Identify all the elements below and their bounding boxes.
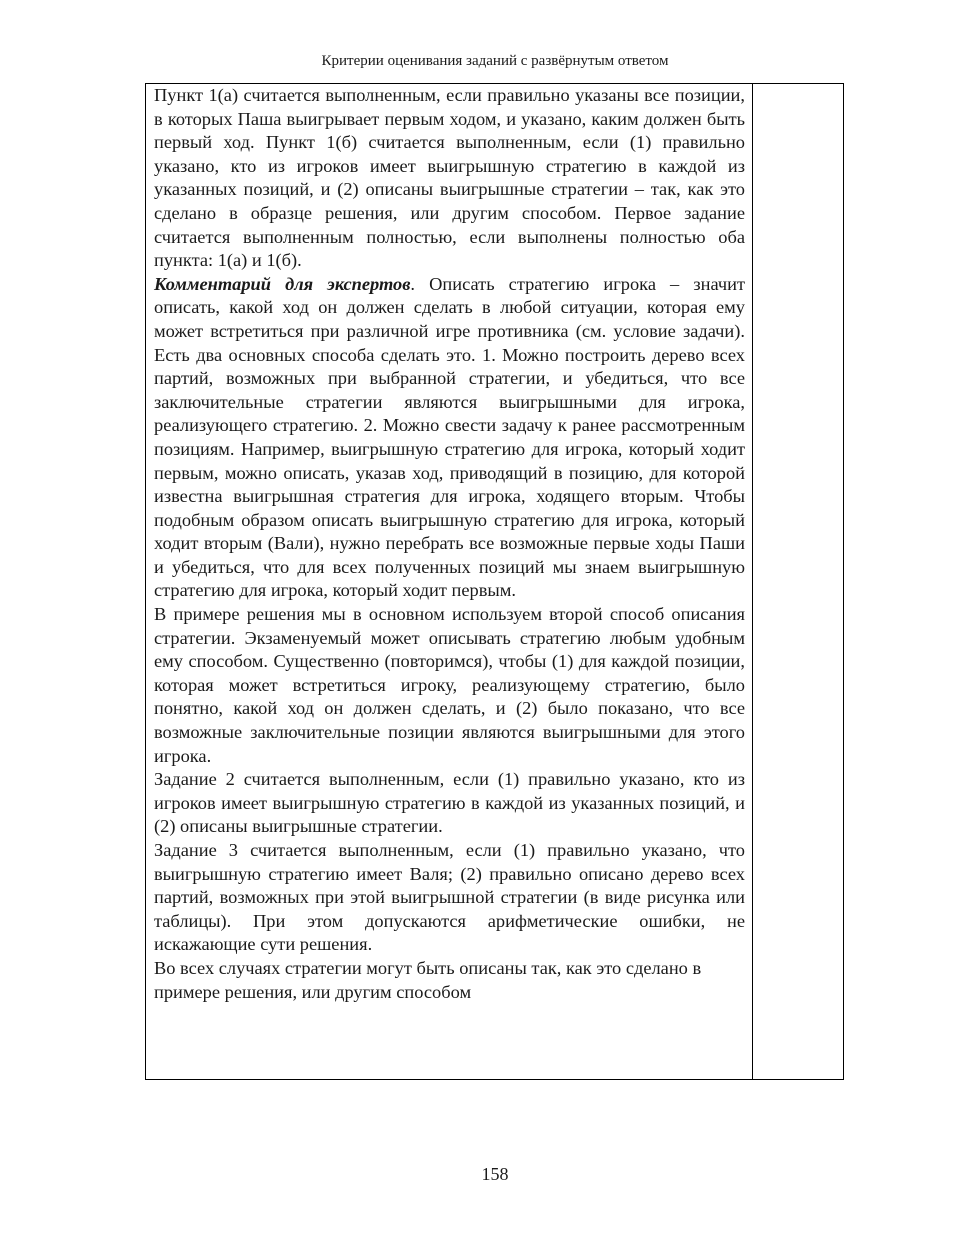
paragraph-expert-comment [154,273,745,603]
expert-comment-text: Описать стратегию игрока – значит описать, какой ход он должен сделать в любой ситуации, которая ему может встретиться при различной игре противника (см. условие задачи). Есть два основных способа сделать это. 1. Можно построить дерево всех партий, возможных при выбранной стратегии, и убедиться, что все заключительные стратегии являются выигрышными для игрока, реализующего стратегию. 2. Можно свести задачу к ранее рассмотренным позициям. Например, выигрышную стратегию для игрока, который ходит первым, можно описать, указав ход, приводящий в позицию, для которой известна выигрышная стратегия для игрока, ходящего вторым. Чтобы подобным образом описать выигрышную стратегию для игрока, который ходит вторым (Вали), нужно перебрать все возможные первые ходы Паши и убедиться, что для всех полученных позиций мы знаем выигрышную стратегию для игрока, который ходит первым. [154,273,745,601]
paragraph-all-cases: Во всех случаях стратегии могут быть описаны так, как это сделано в примере решения, или другим способом [154,957,702,1002]
criteria-cell [154,84,745,1004]
running-header: Критерии оценивания заданий с развёрнутым ответом [321,53,669,69]
paragraph-criteria-task-1: Пункт 1(а) считается выполненным, если правильно указаны все позиции, в которых Паша выигрывает первым ходом, и указано, каким должен быть первый ход. Пункт 1(б) считается выполненным, если (1) правильно указано, кто из игроков имеет выигрышную стратегию в каждой из указанных позиций, и (2) описаны выигрышные стратегии – так, как это сделано в образце решения, или другим способом. Первое задание считается выполненным полностью, если выполнены полностью оба пункта: 1(а) и 1(б). [154,85,745,271]
expert-comment-lead: Комментарий для экспертов [154,273,411,294]
score-column-divider [752,84,753,1079]
expert-comment-lead-punct: . [410,273,416,294]
page-number: 158 [481,1164,509,1184]
criteria-table [145,83,844,1080]
paragraph-criteria-task-2: Задание 2 считается выполненным, если (1) правильно указано, кто из игроков имеет выигрышную стратегию в каждой из указанных позиций, и (2) описаны выигрышные стратегии. [154,769,745,837]
paragraph-criteria-task-3: Задание 3 считается выполненным, если (1) правильно указано, что выигрышную стратегию имеет Валя; (2) правильно описано дерево всех партий, возможных при этой выигрышной стратегии (в виде рисунка или таблицы). При этом допускаются арифметические ошибки, не искажающие сути решения. [154,840,745,955]
paragraph-solution-method: В примере решения мы в основном используем второй способ описания стратегии. Экзаменуемый может описывать стратегию любым удобным ему способом. Существенно (повторимся), чтобы (1) для каждой позиции, которая может встретиться игроку, реализующему стратегию, было понятно, какой ход он должен сделать, и (2) было показано, что все возможные заключительные позиции являются выигрышными для этого игрока. [154,604,745,766]
